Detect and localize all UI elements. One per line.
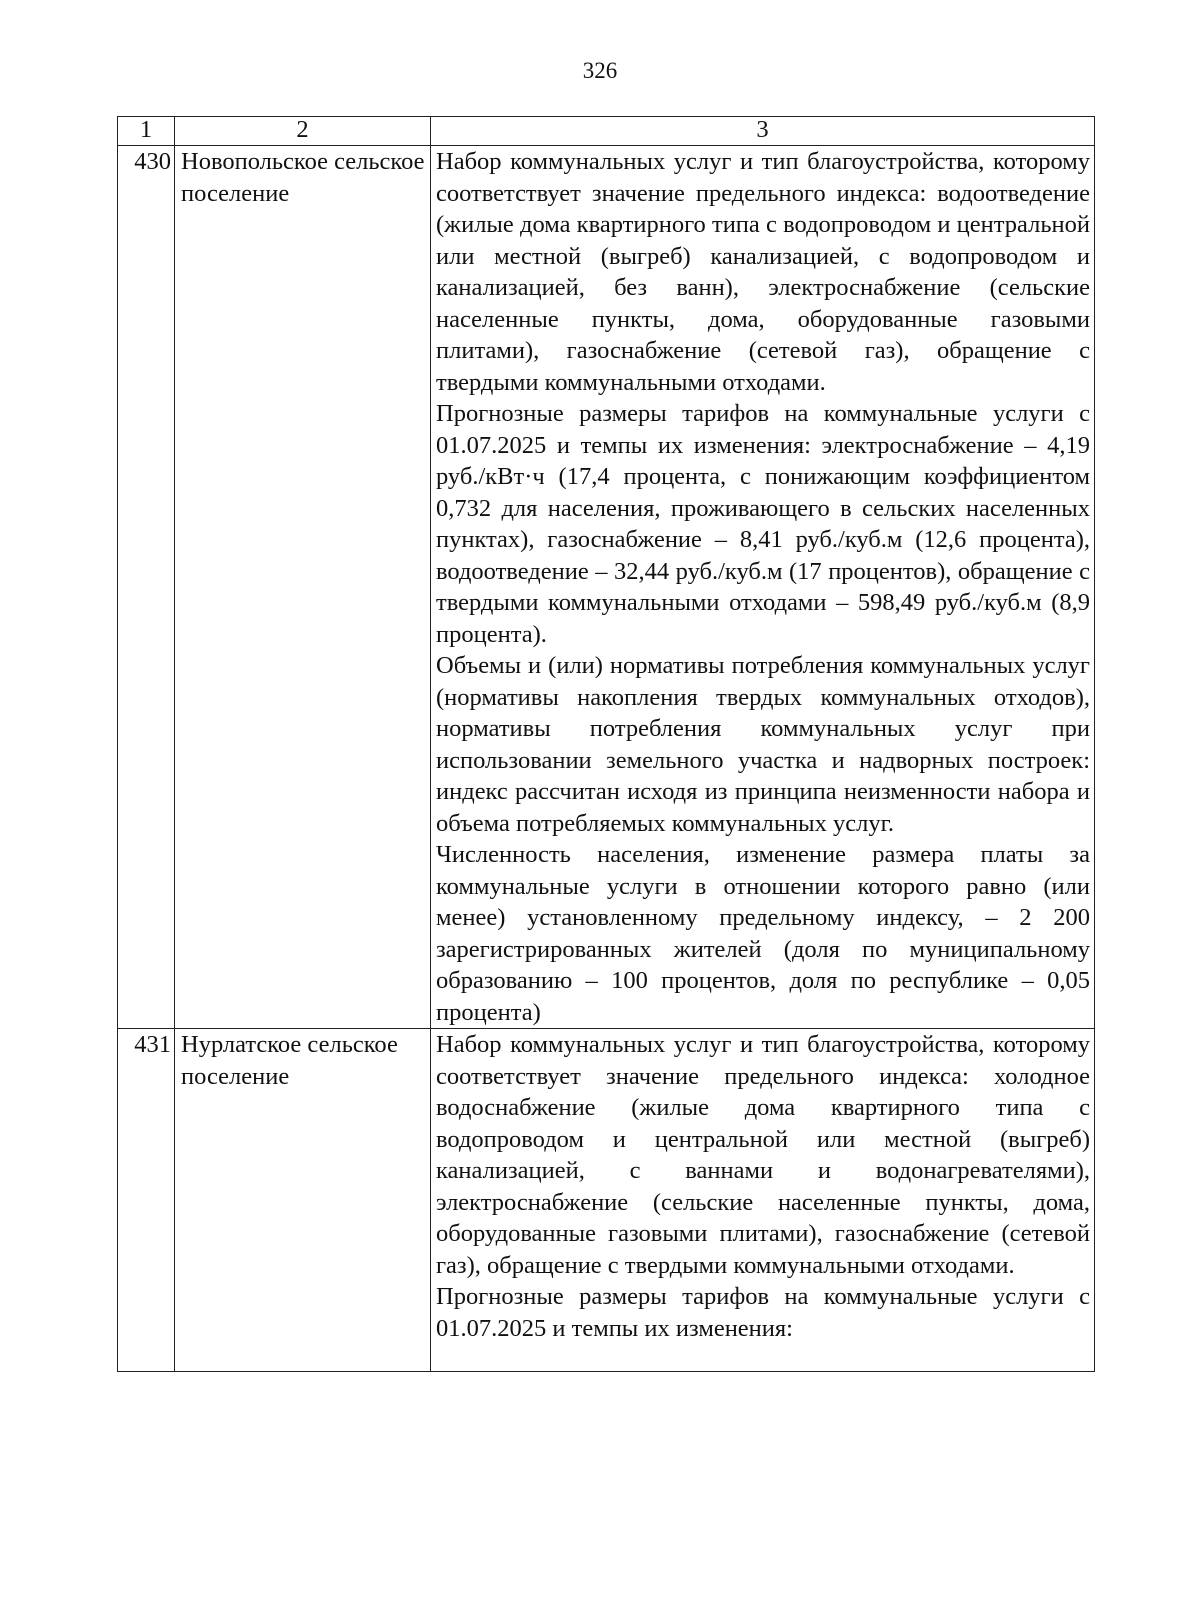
settlement-name: Новопольское сельское поселение <box>175 146 431 1029</box>
column-header-3: 3 <box>431 117 1095 146</box>
paragraph: Численность населения, изменение размера платы за коммунальные услуги в отношении которого равно (или менее) установленному предельному индексу, – 2 200 зарегистрированных жителей (доля по муниципальному образованию – 100 процентов, доля по республике – 0,05 процента) <box>436 841 1090 1026</box>
row-description <box>431 146 1095 1029</box>
paragraph: Набор коммунальных услуг и тип благоустройства, которому соответствует значение предельного индекса: холодное водоснабжение (жилые дома квартирного типа с водопроводом и центральной или местной (выгреб) канализацией, с ваннами и водонагревателями), электроснабжение (сельские населенные пункты, дома, оборудованные газовыми плитами), газоснабжение (сетевой газ), обращение с твердыми коммунальными отходами. <box>436 1031 1090 1279</box>
column-header-2: 2 <box>175 117 431 146</box>
page-number: 326 <box>582 58 618 83</box>
row-description <box>431 1029 1095 1372</box>
paragraph: Объемы и (или) нормативы потребления коммунальных услуг (нормативы накопления твердых коммунальных отходов), нормативы потребления коммунальных услуг при использовании земельного участка и надворных построек: индекс рассчитан исходя из принципа неизменности набора и объема потребляемых коммунальных услуг. <box>436 652 1090 837</box>
paragraph: Набор коммунальных услуг и тип благоустройства, которому соответствует значение предельного индекса: водоотведение (жилые дома квартирного типа с водопроводом и центральной или местной (выгреб) канализацией, с водопроводом и канализацией, без ванн), электроснабжение (сельские населенные пункты, дома, оборудованные газовыми плитами), газоснабжение (сетевой газ), обращение с твердыми коммунальными отходами. <box>436 148 1090 396</box>
row-number: 431 <box>118 1029 175 1372</box>
column-header-1: 1 <box>118 117 175 146</box>
table-header-row <box>118 117 1095 146</box>
tariff-table <box>117 116 1095 1372</box>
table-row-431 <box>118 1029 1095 1372</box>
settlement-name: Нурлатское сельское поселение <box>175 1029 431 1372</box>
table-row-430 <box>118 146 1095 1029</box>
row-number: 430 <box>118 146 175 1029</box>
paragraph: Прогнозные размеры тарифов на коммунальные услуги с 01.07.2025 и темпы их изменения: <box>436 1283 1090 1342</box>
paragraph: Прогнозные размеры тарифов на коммунальные услуги с 01.07.2025 и темпы их изменения: электроснабжение – 4,19 руб./кВт·ч (17,4 процента, с понижающим коэффициентом 0,732 для населения, проживающего в сельских населенных пунктах), газоснабжение – 8,41 руб./куб.м (12,6 процента), водоотведение – 32,44 руб./куб.м (17 процентов), обращение с твердыми коммунальными отходами – 598,49 руб./куб.м (8,9 процента). <box>436 400 1090 648</box>
